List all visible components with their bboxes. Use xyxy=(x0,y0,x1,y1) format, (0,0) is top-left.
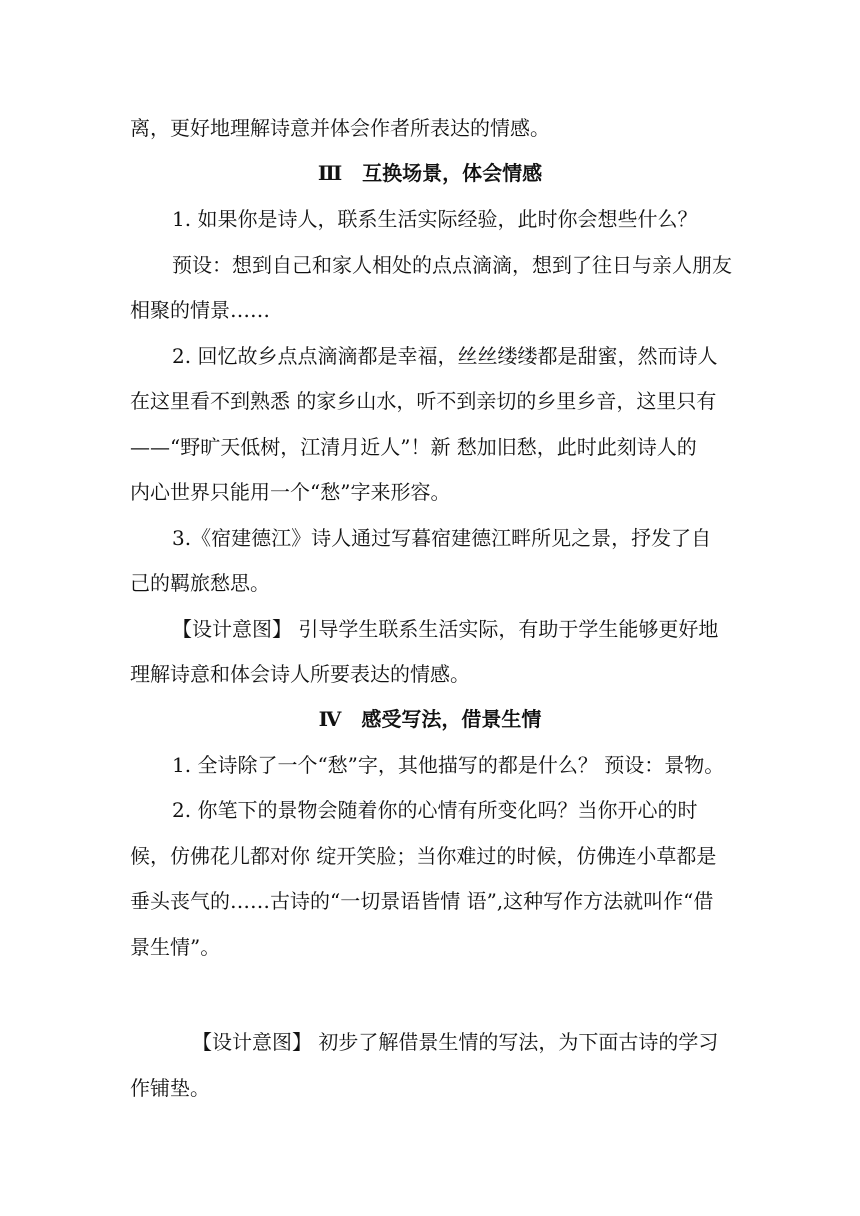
paragraph-line: 理解诗意和体会诗人所要表达的情感。 xyxy=(130,662,470,686)
paragraph-line: 垂头丧气的……古诗的“一切景语皆情 语”,这种写作方法就叫作“借 xyxy=(130,889,714,913)
section-heading-3: Ⅲ 互换场景，体会情感 xyxy=(317,161,543,185)
paragraph-line: 候，仿佛花儿都对你 绽开笑脸；当你难过的时候，仿佛连小草都是 xyxy=(130,844,717,868)
design-intent-line: 【设计意图】 引导学生联系生活实际，有助于学生能够更好地 xyxy=(172,617,719,641)
section-heading-4: Ⅳ 感受写法，借景生情 xyxy=(318,707,542,731)
paragraph-line: 1. 如果你是诗人，联系生活实际经验，此时你会想些什么？ xyxy=(172,207,698,231)
paragraph-line: 作铺垫。 xyxy=(130,1076,210,1100)
paragraph-line: 2. 回忆故乡点点滴滴都是幸福，丝丝缕缕都是甜蜜，然而诗人 xyxy=(172,344,718,368)
paragraph-line: 2. 你笔下的景物会随着你的心情有所变化吗？当你开心的时 xyxy=(172,798,698,822)
paragraph-line: 离，更好地理解诗意并体会作者所表达的情感。 xyxy=(130,116,550,140)
paragraph-line: 预设：想到自己和家人相处的点点滴滴，想到了往日与亲人朋友 xyxy=(172,253,732,277)
paragraph-line: ——“野旷天低树，江清月近人”！新 愁加旧愁，此时此刻诗人的 xyxy=(130,435,697,459)
paragraph-line: 己的羁旅愁思。 xyxy=(130,571,270,595)
paragraph-line: 3.《宿建德江》诗人通过写暮宿建德江畔所见之景，抒发了自 xyxy=(172,526,712,550)
paragraph-line: 景生情”。 xyxy=(130,935,221,959)
paragraph-line: 相聚的情景…… xyxy=(130,298,270,322)
paragraph-line: 在这里看不到熟悉 的家乡山水，听不到亲切的乡里乡音，这里只有 xyxy=(130,389,717,413)
design-intent-line: 【设计意图】 初步了解借景生情的写法，为下面古诗的学习 xyxy=(192,1030,719,1054)
paragraph-line: 1. 全诗除了一个“愁”字，其他描写的都是什么？ 预设：景物。 xyxy=(172,753,725,777)
paragraph-line: 内心世界只能用一个“愁”字来形容。 xyxy=(130,480,451,504)
